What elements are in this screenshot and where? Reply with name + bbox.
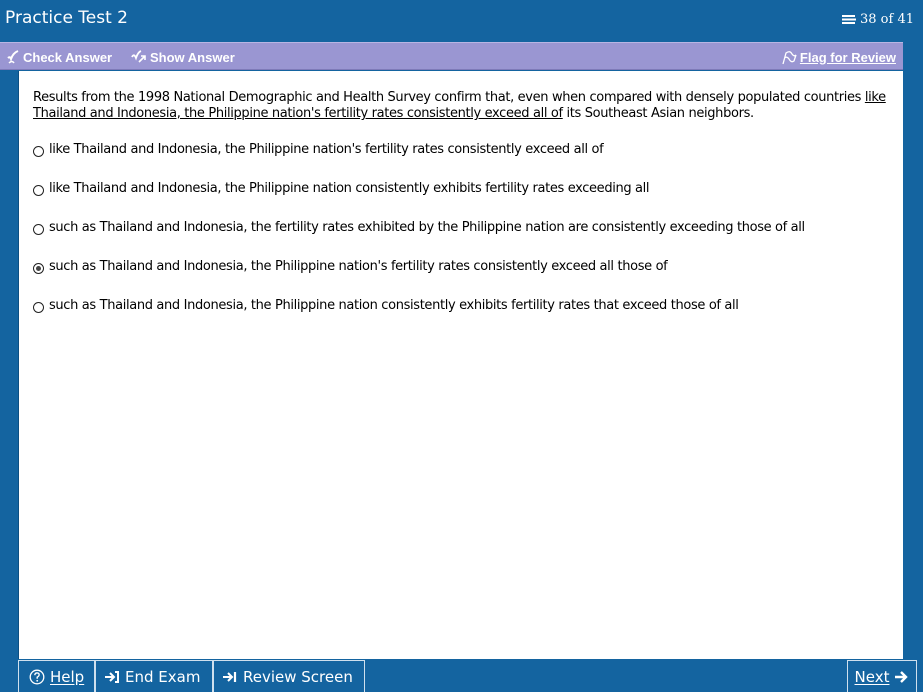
review-screen-icon: [222, 670, 238, 684]
flag-for-review-button[interactable]: [781, 48, 896, 66]
counter-text: 38 of 41: [860, 12, 914, 27]
question-text-after: its Southeast Asian neighbors.: [562, 106, 754, 121]
next-button[interactable]: [847, 660, 917, 692]
question-stem: [33, 90, 893, 122]
question-underlined-text: like Thailand and Indonesia, the Philippine nation's fertility rates consistently exceed all of: [33, 90, 886, 121]
end-exam-icon: [104, 670, 120, 684]
help-button[interactable]: [18, 660, 95, 692]
show-answer-button[interactable]: [131, 48, 235, 66]
check-answer-icon: [6, 50, 20, 64]
show-answer-icon: [131, 50, 147, 64]
radio-button-selected[interactable]: [33, 263, 44, 274]
show-answer-label: Show Answer: [150, 49, 235, 65]
flag-icon: [781, 50, 797, 65]
answer-option-label: such as Thailand and Indonesia, the Philippine nation consistently exhibits fertility rates that exceed those of all: [49, 298, 739, 313]
pages-icon: [841, 14, 857, 25]
radio-button[interactable]: [33, 224, 44, 235]
answer-option-label: like Thailand and Indonesia, the Philippine nation consistently exhibits fertility rates exceeding all: [49, 181, 650, 196]
question-counter: [841, 12, 914, 27]
end-exam-label: End Exam: [125, 667, 201, 686]
help-label: Help: [50, 667, 85, 686]
arrow-right-icon: [894, 670, 909, 684]
check-answer-button[interactable]: [6, 48, 112, 66]
check-answer-label: Check Answer: [23, 49, 113, 65]
answer-option-a[interactable]: [33, 142, 603, 157]
answer-option-label: like Thailand and Indonesia, the Philippine nation's fertility rates consistently exceed all of: [49, 142, 604, 157]
answer-option-e[interactable]: [33, 298, 739, 313]
bottom-navigation-bar: [0, 659, 923, 692]
answer-option-label: such as Thailand and Indonesia, the fertility rates exhibited by the Philippine nation are consistently exceeding those of all: [49, 220, 805, 235]
flag-for-review-label: Flag for Review: [799, 49, 896, 65]
right-gutter: [903, 42, 923, 659]
review-screen-button[interactable]: [213, 660, 365, 692]
answer-option-c[interactable]: [33, 220, 805, 235]
radio-button[interactable]: [33, 146, 44, 157]
window-title: Practice Test 2: [5, 8, 129, 28]
question-panel: [18, 71, 903, 659]
end-exam-button[interactable]: [95, 660, 213, 692]
radio-button[interactable]: [33, 302, 44, 313]
answer-option-b[interactable]: [33, 181, 649, 196]
radio-button[interactable]: [33, 185, 44, 196]
answer-option-d[interactable]: [33, 259, 667, 274]
title-bar: [0, 0, 923, 40]
answer-option-label: such as Thailand and Indonesia, the Philippine nation's fertility rates consistently exceed all those of: [49, 259, 668, 274]
toolbar: [0, 42, 903, 70]
question-text-before: Results from the 1998 National Demographic and Health Survey confirm that, even when compared with densely populated countries: [33, 90, 865, 105]
review-screen-label: Review Screen: [243, 667, 353, 686]
help-circle-icon: [29, 669, 45, 685]
next-label: Next: [854, 667, 890, 686]
